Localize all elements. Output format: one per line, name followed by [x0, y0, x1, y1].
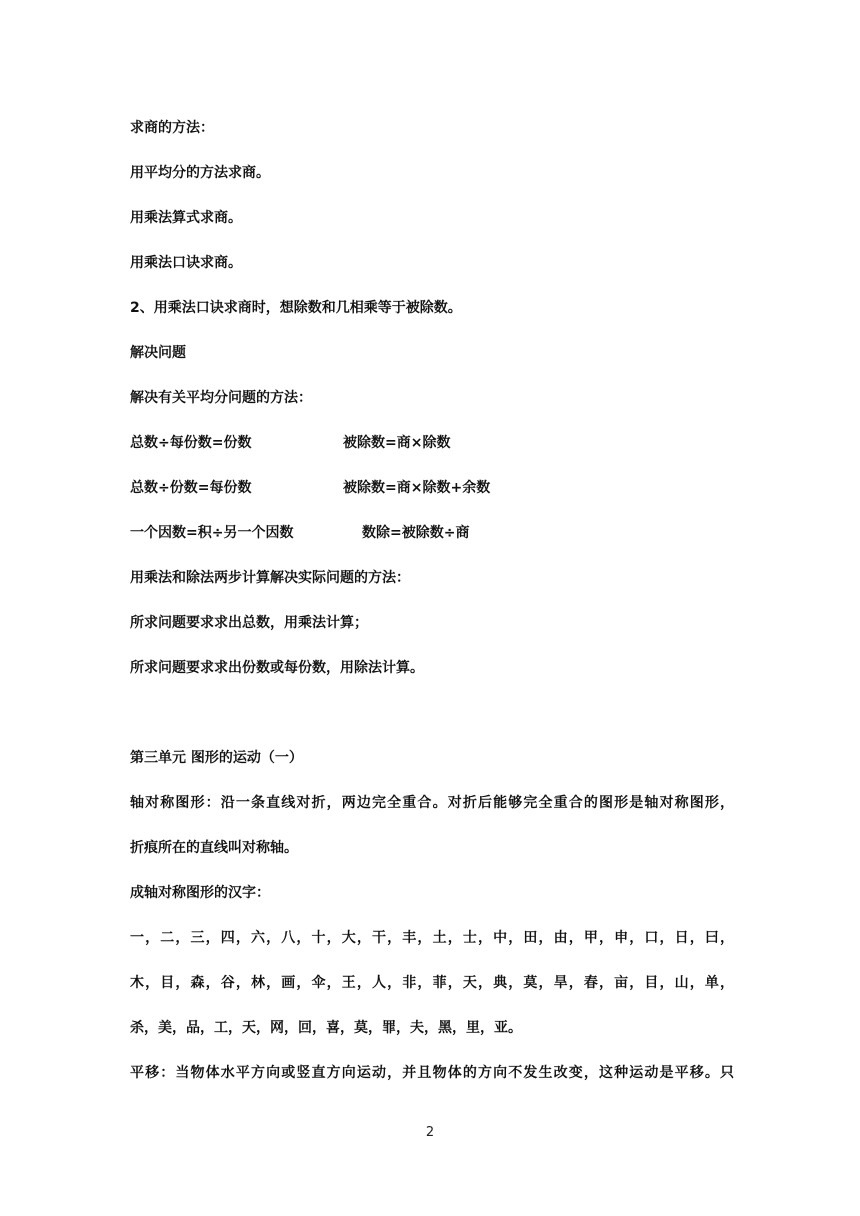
text-line: 2、用乘法口诀求商时，想除数和几相乘等于被除数。	[130, 300, 462, 316]
formula-left: 总数÷份数=每份数	[130, 480, 252, 496]
character-list-line: 木，目，森，谷，林，画，伞，王，人，非，菲，天，典，莫，旱，春，亩，目，山，单，	[130, 975, 734, 991]
text-line: 用平均分的方法求商。	[130, 165, 270, 181]
formula-right: 数除=被除数÷商	[362, 525, 470, 541]
heading-problem-solving: 解决问题	[130, 345, 186, 361]
text-line: 平移：当物体水平方向或竖直方向运动，并且物体的方向不发生改变，这种运动是平移。只	[130, 1065, 734, 1081]
text-line: 所求问题要求求出总数，用乘法计算；	[130, 615, 368, 631]
unit-heading: 第三单元 图形的运动（一）	[130, 750, 303, 766]
formula-line	[130, 478, 491, 498]
text-line: 解决有关平均分问题的方法：	[130, 390, 312, 406]
formula-line	[130, 433, 451, 453]
character-list-line: 一，二，三，四，六，八，十，大，干，丰，土，士，中，田，由，甲，申，口，日，曰，	[130, 930, 734, 946]
text-line: 用乘法口诀求商。	[130, 255, 242, 271]
formula-left: 总数÷每份数=份数	[130, 435, 252, 451]
text-line: 成轴对称图形的汉字：	[130, 885, 270, 901]
text-line: 折痕所在的直线叫对称轴。	[130, 840, 298, 856]
character-list-line: 杀，美，品，工，天，网，回，喜，莫，罪，夫，黑，里，亚。	[130, 1020, 522, 1036]
formula-line	[130, 523, 470, 543]
text-line: 用乘法和除法两步计算解决实际问题的方法：	[130, 570, 410, 586]
heading-quotient-methods: 求商的方法：	[130, 120, 214, 136]
formula-right: 被除数=商×除数+余数	[343, 480, 491, 496]
formula-right: 被除数=商×除数	[343, 435, 451, 451]
text-line: 轴对称图形：沿一条直线对折，两边完全重合。对折后能够完全重合的图形是轴对称图形，	[130, 795, 734, 811]
text-line: 所求问题要求求出份数或每份数，用除法计算。	[130, 660, 424, 676]
page-number: 2	[425, 1125, 435, 1140]
text-line: 用乘法算式求商。	[130, 210, 242, 226]
formula-left: 一个因数=积÷另一个因数	[130, 525, 294, 541]
